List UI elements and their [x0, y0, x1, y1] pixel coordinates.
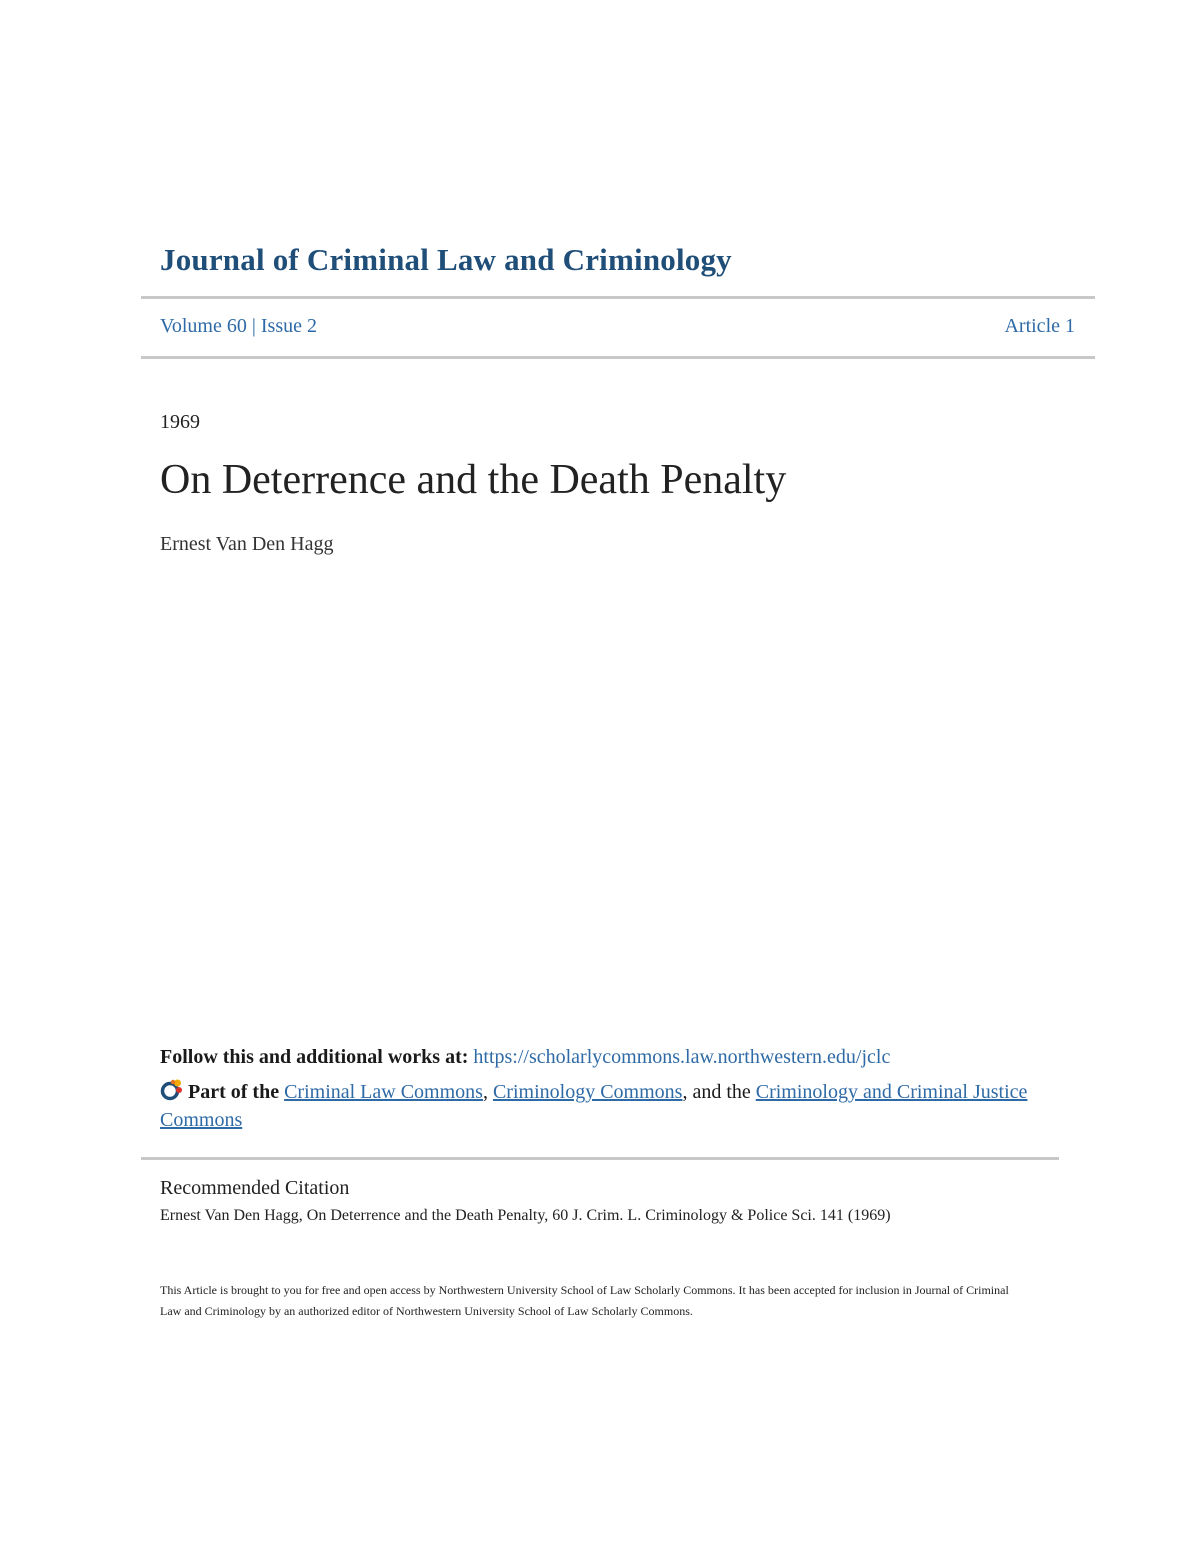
article-number-link[interactable]: Article 1	[1004, 315, 1075, 337]
issue-link[interactable]: Issue 2	[260, 315, 317, 337]
criminology-criminal-justice-commons-link[interactable]: Criminology and Criminal Justice Commons	[160, 1081, 1028, 1131]
header-divider-top	[141, 296, 1095, 299]
citation-divider	[141, 1157, 1059, 1160]
part-of-commons	[160, 1078, 1060, 1134]
volume-issue-separator: |	[251, 315, 256, 337]
commons-network-icon	[160, 1078, 184, 1102]
author-name: Ernest Van Den Hagg	[160, 533, 334, 555]
publication-year: 1969	[160, 411, 200, 433]
header-divider-bottom	[141, 356, 1095, 359]
volume-link[interactable]: Volume 60	[160, 315, 247, 337]
follow-line	[160, 1046, 890, 1069]
journal-title[interactable]: Journal of Criminal Law and Criminology	[160, 242, 732, 277]
commons-comma: ,	[482, 1081, 488, 1103]
part-of-label: Part of the	[188, 1081, 280, 1103]
article-title: On Deterrence and the Death Penalty	[160, 457, 787, 503]
commons-and-the: , and the	[682, 1081, 751, 1103]
repository-url-link[interactable]: https://scholarlycommons.law.northwestern.edu/jclc	[473, 1046, 891, 1068]
volume-issue-line	[160, 315, 317, 338]
open-access-notice: This Article is brought to you for free and open access by Northwestern University School of Law Scholarly Commons. It has been accepted for inclusion in Journal of Criminal Law and Criminology by an authorized editor of Northwestern University School of Law Scholarly Commons.	[160, 1283, 1009, 1318]
criminology-commons-link[interactable]: Criminology Commons	[492, 1081, 683, 1103]
criminal-law-commons-link[interactable]: Criminal Law Commons	[284, 1081, 483, 1103]
follow-label: Follow this and additional works at:	[160, 1046, 469, 1068]
recommended-citation-text: Ernest Van Den Hagg, On Deterrence and the Death Penalty, 60 J. Crim. L. Criminology & Police Sci. 141 (1969)	[160, 1207, 891, 1224]
recommended-citation-heading: Recommended Citation	[160, 1177, 350, 1199]
